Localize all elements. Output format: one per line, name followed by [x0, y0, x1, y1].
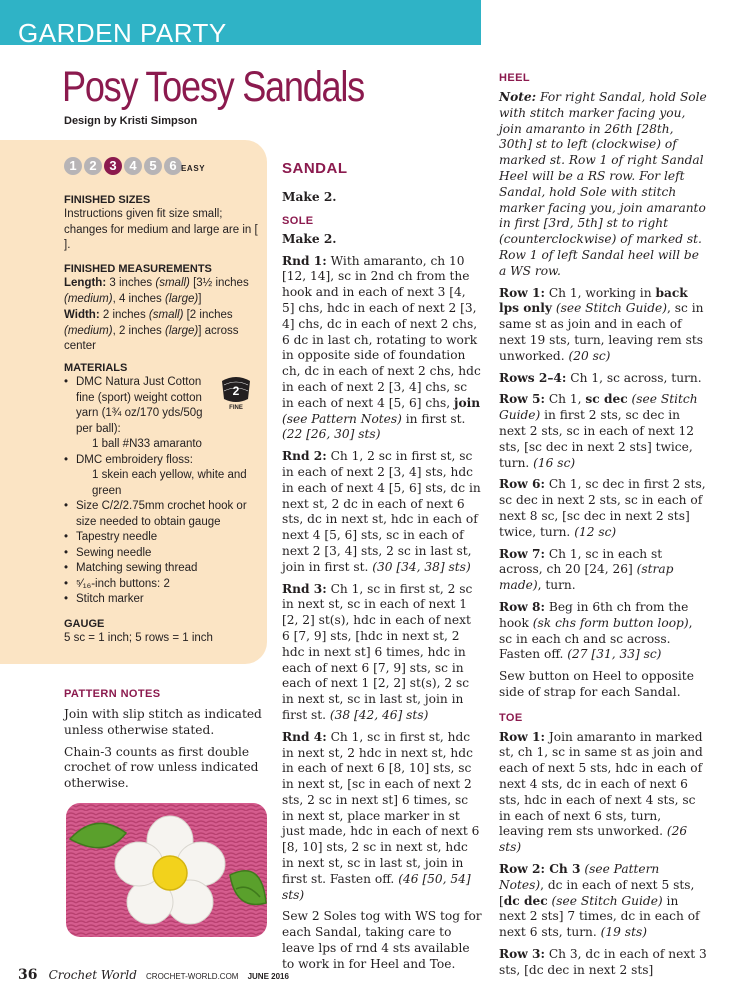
- row-instruction: Row 8: Beg in 6th ch from the hook (sk chs form button loop), sc in each ch and sc across. Fasten off. (27 [31, 33] sc): [499, 599, 693, 662]
- pattern-note: Join with slip stitch as indicated unless otherwise stated.: [64, 707, 262, 737]
- gauge-heading: GAUGE: [64, 618, 105, 630]
- toe-heading: TOE: [499, 711, 523, 724]
- material-item: • Tapestry needle: [64, 531, 158, 543]
- issue-date: JUNE 2016: [247, 972, 289, 981]
- row-instruction: Row 3: Ch 3, dc in each of next 3 sts, [dc dec in next 2 sts]: [499, 947, 707, 977]
- finished-measurements-heading: FINISHED MEASUREMENTS: [64, 263, 212, 275]
- skill-level-label: EASY: [181, 164, 206, 173]
- gauge-text: 5 sc = 1 inch; 5 rows = 1 inch: [64, 632, 213, 644]
- pattern-notes-body: [64, 707, 264, 798]
- row-instruction: Row 5: Ch 1, sc dec (see Stitch Guide) in first 2 sts, sc dec in next 2 sts, sc in each of next 12 sts, [sc dec in next 2 sts] twice, turn. (16 sc): [499, 392, 698, 470]
- skill-level-rating: [64, 157, 182, 175]
- designer-credit: Design by Kristi Simpson: [64, 115, 198, 127]
- magazine-website: CROCHET-WORLD.COM: [146, 972, 239, 981]
- row-instruction: Rows 2–4: Ch 1, sc across, turn.: [499, 370, 702, 385]
- pattern-title: Posy Toesy Sandals: [62, 63, 364, 111]
- section-title: GARDEN PARTY: [18, 18, 227, 48]
- yarn-weight-label: FINE: [229, 405, 243, 411]
- row-instruction: Row 2: Ch 3 (see Pattern Notes), dc in each of next 5 sts, [dc dec (see Stitch Guide) in next 2 sts] 7 times, dc in each of next 6 sts, turn. (19 sts): [499, 862, 700, 940]
- yarn-weight-number: 2: [232, 384, 240, 398]
- row-instruction: Row 1: Ch 1, working in back lps only (see Stitch Guide), sc in same st as join and in each of next 19 sts, turn, leaving rem sts unworked. (20 sc): [499, 285, 704, 363]
- page-footer: [18, 964, 289, 983]
- instruction-text: Make 2.: [282, 231, 337, 246]
- heel-toe-column: [499, 90, 707, 985]
- page-number: 36: [18, 967, 38, 983]
- sole-heading: SOLE: [282, 214, 314, 227]
- instruction-text: Sew button on Heel to opposite side of strap for each Sandal.: [499, 669, 694, 699]
- material-item: • DMC Natura Just Cotton fine (sport) weight cotton yarn (1¾ oz/170 yds/50g per ball): 1 ball #N33 amaranto: [64, 376, 203, 450]
- width-measurement: Width: 2 inches (small) [2 inches (medium), 2 inches (large)] across center: [64, 309, 239, 352]
- material-item: • Sewing needle: [64, 546, 152, 559]
- material-item: • Matching sewing thread: [64, 562, 198, 574]
- finished-sizes-heading: FINISHED SIZES: [64, 194, 151, 206]
- materials-list: [64, 375, 260, 608]
- material-item: • ⁵⁄₁₆-inch buttons: 2: [64, 577, 170, 590]
- row-instruction: Row 7: Ch 1, sc in each st across, ch 20 [24, 26] (strap made), turn.: [499, 546, 674, 593]
- round-instruction: Rnd 4: Ch 1, sc in first st, hdc in next st, 2 hdc in next st, hdc in each of next 6 [8, 10] sts, sc in next st, [sc in each of next 2 sts, 2 sc in next st] 6 times, sc in next st, place marker in st just made, hdc in each of next 6 [8, 10] sts, 2 sc in next st, hdc in next st, sc in last st, join in first st. Fasten off. (46 [50, 54] sts): [282, 729, 480, 902]
- row-instruction: Row 6: Ch 1, sc dec in first 2 sts, sc dec in next 2 sts, sc in each of next 8 sc, [sc dec in next 2 sts] twice, turn. (12 sc): [499, 477, 706, 539]
- skill-dot: 4: [124, 157, 142, 175]
- magazine-name: Crochet World: [48, 968, 137, 982]
- pattern-note: Chain-3 counts as first double crochet of row unless indicated otherwise.: [64, 744, 259, 791]
- finished-sizes-text: Instructions given fit size small; changes for medium and large are in [ ].: [64, 208, 258, 251]
- instruction-text: Make 2.: [282, 190, 337, 204]
- heel-note: Note: For right Sandal, hold Sole with stitch marker facing you, join amaranto in 26th [28th, 30th] st to left (clockwise) of marked st. Row 1 of right Sandal Heel will be a RS row. For left Sandal, hold Sole with stitch marker facing you, join amaranto in first [3rd, 5th] st to right (counterclockwise) of marked st. Row 1 of left Sandal heel will be a WS row.: [499, 90, 707, 278]
- material-item: • DMC embroidery floss: 1 skein each yellow, white and green: [64, 453, 247, 497]
- round-instruction: Rnd 3: Ch 1, sc in first st, 2 sc in next st, sc in each of next 1 [2, 2] st(s), hdc in each of next 6 [7, 9] sts, [hdc in next st, 2 hdc in next st] 6 times, hdc in each of next 6 [7, 9] sts, sc in each of next 1 [2, 2] st(s), 2 sc in next st, sc in last st, join in first st. (38 [42, 46] sts): [282, 581, 473, 722]
- length-measurement: Length: 3 inches (small) [3½ inches (medium), 4 inches (large)]: [64, 277, 249, 305]
- material-item: • Size C/2/2.75mm crochet hook or size needed to obtain gauge: [64, 500, 247, 528]
- row-instruction: Row 1: Join amaranto in marked st, ch 1, sc in same st as join and each of next 5 sts, hdc in each of next 4 sts, dc in each of next 6 sts, hdc in each of next 4 sts, sc in each of next 6 sts, turn, leaving rem sts unworked. (26 sts): [499, 729, 703, 855]
- skill-dot: 6: [164, 157, 182, 175]
- instruction-text: Sew 2 Soles tog with WS tog for each Sandal, taking care to leave lps of rnd 4 sts available to work in for Heel and Toe.: [282, 909, 482, 971]
- sandal-column: [282, 190, 482, 979]
- skill-dot: 1: [64, 157, 82, 175]
- skill-dot: 2: [84, 157, 102, 175]
- sandal-heading: SANDAL: [282, 160, 348, 177]
- flower-photo: [66, 803, 267, 937]
- material-item: • Stitch marker: [64, 593, 144, 605]
- pattern-notes-heading: PATTERN NOTES: [64, 688, 161, 700]
- skill-dot-active: 3: [104, 157, 122, 175]
- round-instruction: Rnd 1: With amaranto, ch 10 [12, 14], sc in 2nd ch from the hook and in each of next 3 [4, 5] chs, hdc in each of next 2 [3, 4] chs, dc in each of next 2 chs, 6 dc in last ch, rotating to work in opposite side of foundation ch, dc in each of next 2 chs, hdc in each of next 2 [3, 4] chs, sc in each of next 4 [5, 6] chs, join (see Pattern Notes) in first st. (22 [26, 30] sts): [282, 253, 481, 442]
- round-instruction: Rnd 2: Ch 1, 2 sc in first st, sc in each of next 2 [3, 4] sts, hdc in each of next 4 [5, 6] sts, dc in next st, 2 dc in each of next 6 sts, dc in next st, hdc in each of next 4 [5, 6] sts, sc in each of next 2 [3, 4] sts, 2 sc in last st, join in first st. (30 [34, 38] sts): [282, 449, 481, 574]
- skill-dot: 5: [144, 157, 162, 175]
- materials-heading: MATERIALS: [64, 362, 128, 374]
- heel-heading: HEEL: [499, 72, 530, 84]
